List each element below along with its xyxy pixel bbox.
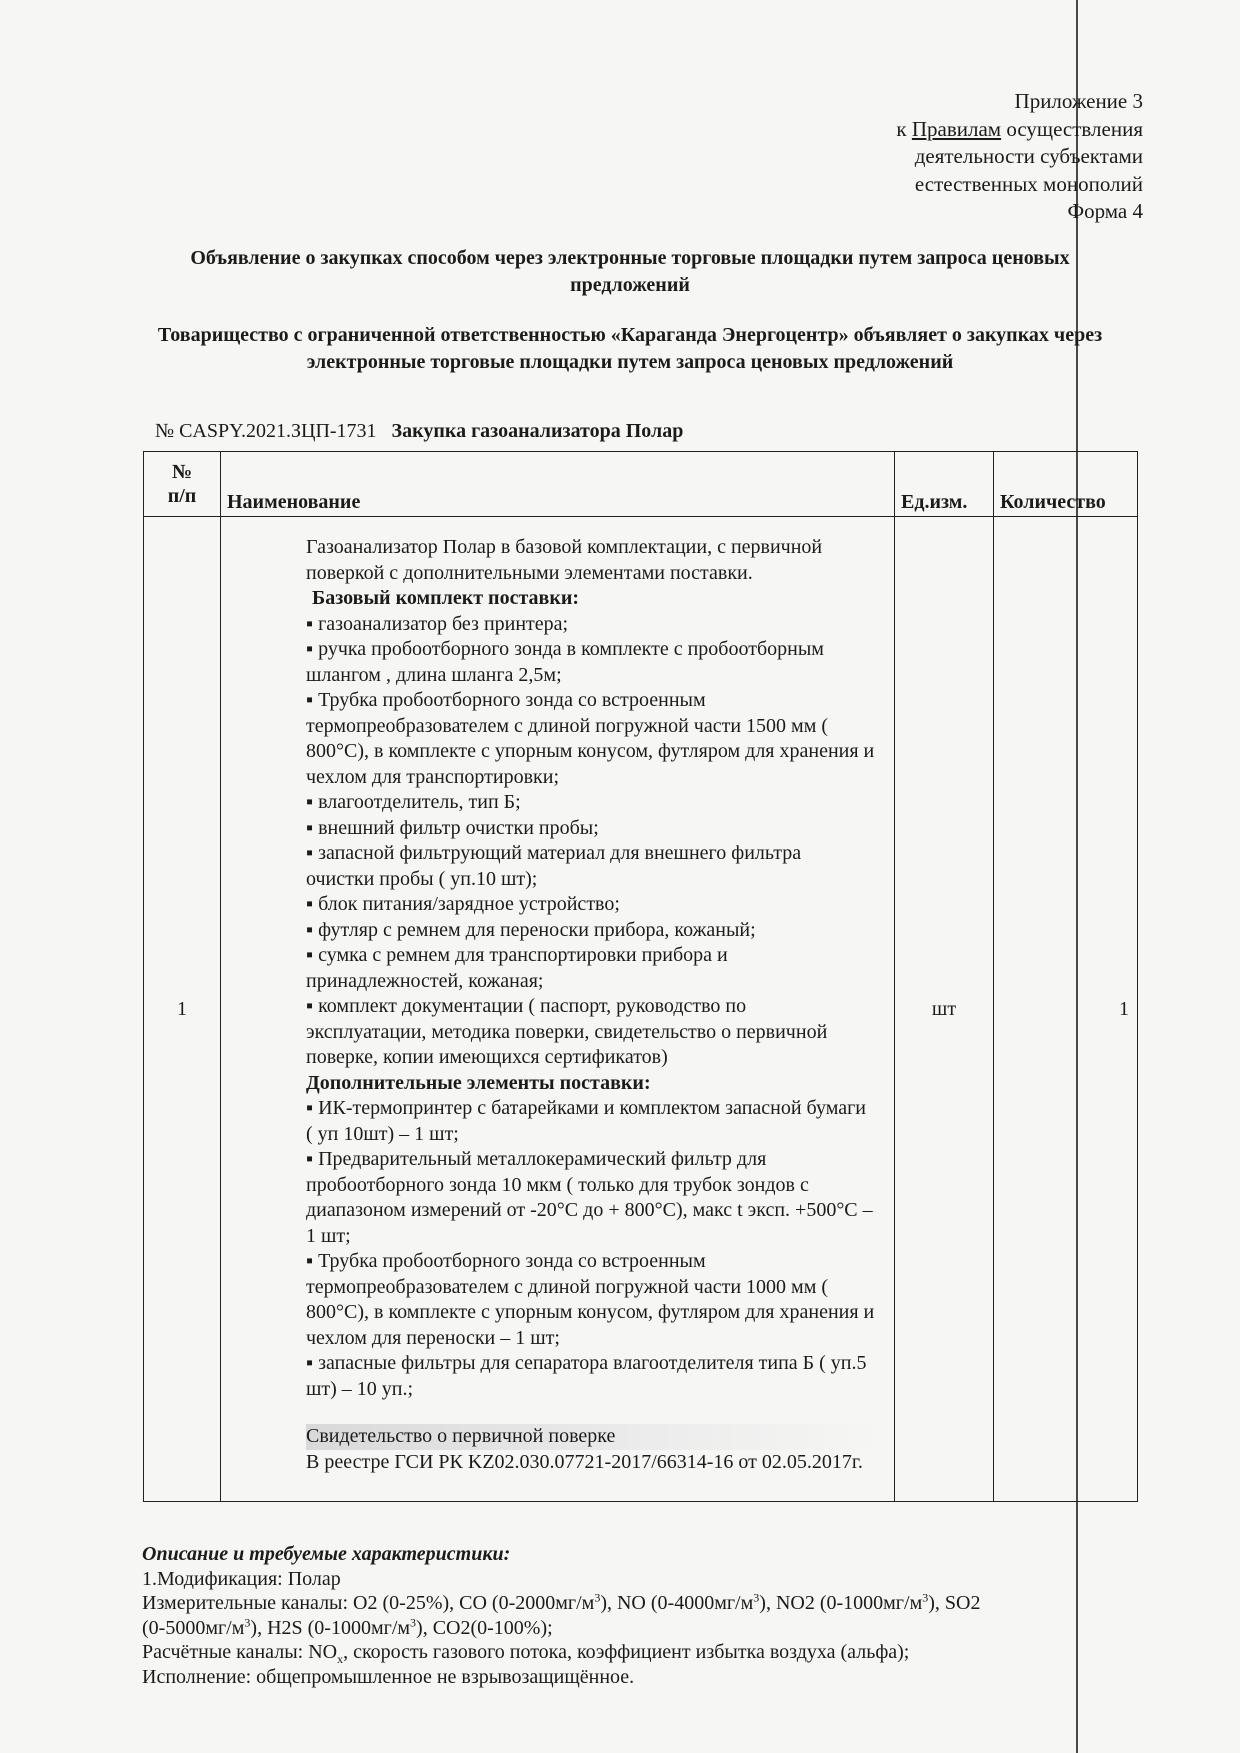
item-description-line: ▪ блок питания/зарядное устройство;	[306, 893, 620, 915]
item-description-line: ▪ футляр с ремнем для переноски прибора, кожаный;	[306, 918, 756, 941]
measuring-channels-line-1: Измерительные каналы: О2 (0-25%), CO $(0-2000мг/м^3)$, NO $(0-4000мг/м^3)$, NO2 $(0-1000мг/м^3)$, SO2	[142, 1590, 981, 1614]
item-description-line: поверкой с дополнительными элементами поставки.	[306, 561, 753, 584]
item-description-line: поверке, копии имеющихся сертификатов)	[306, 1046, 668, 1068]
lot-name: Закупка газоанализатора Полар	[391, 420, 684, 442]
item-description-line: шт) – 10 уп.;	[306, 1377, 414, 1400]
announcement-title: Товарищество с ограниченной ответственностью «Караганда Энергоцентр» объявляет о закупках через электронные торговые площадки путем запроса ценовых предложений	[157, 324, 1103, 373]
header-unit: Ед.изм.	[895, 452, 994, 517]
item-description-line: диапазоном измерений от -20°С до + 800°С), макс t эксп. +500°С –	[306, 1199, 873, 1221]
item-description-line: ▪ комплект документации ( паспорт, руководство по	[306, 995, 747, 1017]
appendix-header	[896, 88, 1143, 226]
appendix-line-1: Приложение 3	[1014, 89, 1143, 113]
item-description-line: ▪ Трубка пробоотборного зонда со встроенным	[306, 1250, 706, 1272]
item-description-line: чехлом для транспортировки;	[306, 765, 560, 788]
item-description-line: 800°С), в комплекте с упорным конусом, футляром для хранения и	[306, 740, 875, 762]
description-heading: Описание и требуемые характеристики:	[142, 1543, 511, 1565]
lot-number: № CASPY.2021.ЗЦП-1731	[155, 420, 377, 442]
row-name	[221, 517, 895, 1502]
measuring-channels-line-2: $(0-5000мг/м^3)$, H2S $(0-1000мг/м^3)$, CO2(0-100%);	[142, 1614, 553, 1639]
table-header-row	[144, 452, 1138, 517]
appendix-line-4: естественных монополий	[914, 171, 1143, 196]
item-description-line: пробоотборного зонда 10 мкм ( только для трубок зондов с	[306, 1173, 809, 1196]
modification-line: 1.Модификация: Полар	[142, 1567, 341, 1590]
item-description-line: Базовый комплект поставки:	[312, 587, 580, 609]
item-description-line: ▪ ручка пробоотборного зонда в комплекте с пробоотборным	[306, 638, 824, 660]
item-description-line: шлангом , длина шланга 2,5м;	[306, 663, 562, 686]
design-line: Исполнение: общепромышленное не взрывозащищённое.	[142, 1665, 635, 1688]
item-description-line: ▪ внешний фильтр очистки пробы;	[306, 816, 599, 839]
certificate-label: Свидетельство о первичной поверке	[306, 1424, 884, 1450]
item-description-line: 1 шт;	[306, 1224, 351, 1247]
calculated-channels-line: Расчётные каналы: $NO_x$, скорость газового потока, коэффициент избытка воздуха (альфа);	[142, 1641, 910, 1666]
item-description-line: ▪ ИК-термопринтер с батарейками и комплектом запасной бумаги	[306, 1097, 867, 1119]
item-description-line: ▪ сумка с ремнем для транспортировки прибора и	[306, 944, 728, 966]
row-qty: 1	[994, 517, 1138, 1502]
document-title: Объявление о закупках способом через электронные торговые площадки путем запроса ценовых предложений	[190, 247, 1070, 296]
item-description-line: ▪ газоанализатор без принтера;	[306, 612, 569, 635]
appendix-line-2: к Правилам осуществления	[896, 116, 1143, 141]
lot-line	[155, 420, 683, 443]
item-description-line: ▪ Предварительный металлокерамический фильтр для	[306, 1148, 767, 1170]
item-description-line: Газоанализатор Полар в базовой комплектации, с первичной	[306, 536, 823, 558]
item-description-line: ( уп 10шт) – 1 шт;	[306, 1122, 459, 1145]
form-number: Форма 4	[1067, 199, 1143, 223]
item-description	[306, 535, 884, 1402]
description-section	[142, 1542, 1102, 1689]
item-description-line: термопреобразователем с длиной погружной части 1500 мм (	[306, 714, 829, 737]
item-description-line: принадлежностей, кожаная;	[306, 969, 544, 992]
certificate-registry: В реестре ГСИ РК KZ02.030.07721-2017/66314-16 от 02.05.2017г.	[306, 1450, 863, 1473]
item-description-line: чехлом для переноски – 1 шт;	[306, 1326, 560, 1349]
item-description-line: термопреобразователем с длиной погружной части 1000 мм (	[306, 1275, 829, 1298]
item-description-line: ▪ влагоотделитель, тип Б;	[306, 791, 521, 813]
item-description-line: 800°С), в комплекте с упорным конусом, футляром для хранения и	[306, 1301, 875, 1323]
items-table	[143, 451, 1138, 1502]
item-description-line: очистки пробы ( уп.10 шт);	[306, 867, 538, 890]
header-qty: Количество	[994, 452, 1138, 517]
item-description-line: ▪ запасной фильтрующий материал для внешнего фильтра	[306, 842, 802, 864]
row-unit: шт	[895, 517, 994, 1502]
item-description-line: Дополнительные элементы поставки:	[306, 1071, 651, 1094]
item-description-line: эксплуатации, методика поверки, свидетельство о первичной	[306, 1020, 828, 1043]
row-num: 1	[144, 517, 221, 1502]
item-description-line: ▪ Трубка пробоотборного зонда со встроенным	[306, 689, 706, 711]
header-name: Наименование	[221, 452, 895, 517]
item-description-line: ▪ запасные фильтры для сепаратора влагоотделителя типа Б ( уп.5	[306, 1352, 867, 1374]
appendix-line-3: деятельности субъектами	[914, 144, 1143, 168]
header-num: № п/п	[144, 452, 221, 517]
table-row	[144, 517, 1138, 1502]
rules-link: Правилам	[911, 116, 1002, 141]
